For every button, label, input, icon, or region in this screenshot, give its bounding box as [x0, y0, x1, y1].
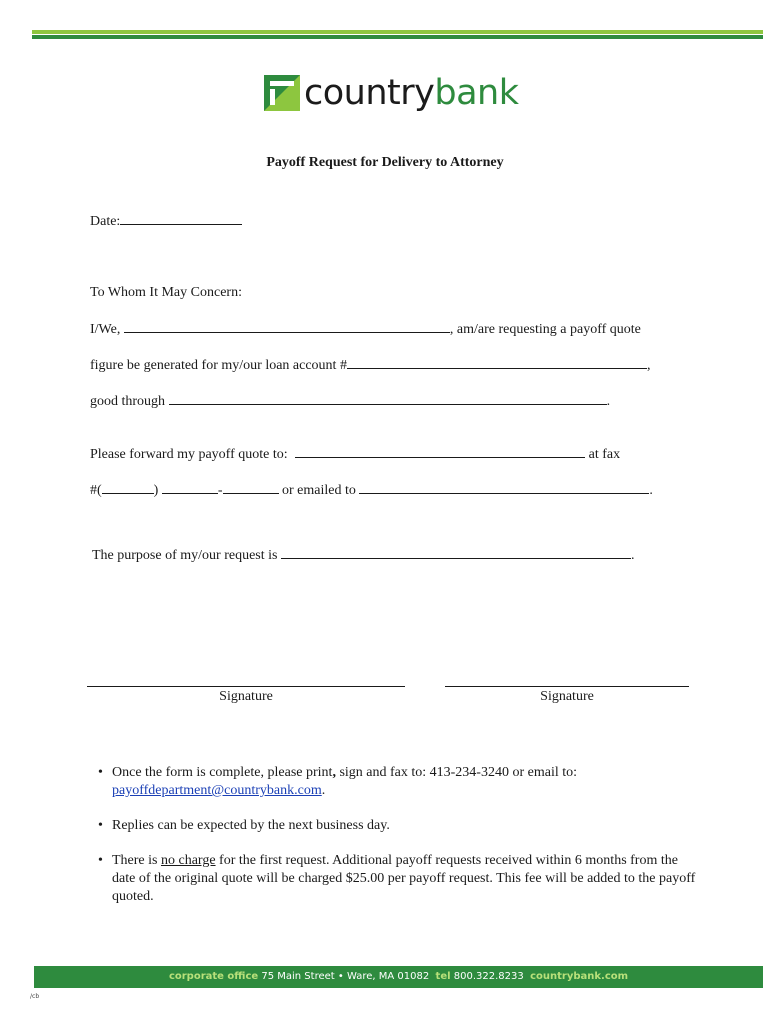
- email-field[interactable]: [359, 480, 649, 494]
- signature-label-right: Signature: [540, 689, 594, 704]
- header-stripe: [32, 30, 763, 39]
- date-field[interactable]: [120, 211, 242, 225]
- good-through-suffix: .: [606, 394, 611, 409]
- fax-close-paren: ): [153, 483, 159, 498]
- footer-label-office: corporate office: [168, 971, 259, 982]
- form-title: Payoff Request for Delivery to Attorney: [266, 155, 504, 170]
- footer-address: 75 Main Street • Ware, MA 01082: [261, 971, 430, 982]
- greeting: To Whom It May Concern:: [90, 285, 242, 300]
- purpose-suffix: .: [630, 548, 635, 563]
- footer-phone: 800.322.8233: [453, 971, 524, 982]
- forward-row: [90, 444, 620, 464]
- fax-dash: -: [217, 483, 223, 498]
- instructions-list: [98, 764, 698, 923]
- logo-word-country: country: [304, 73, 435, 113]
- email-link[interactable]: payoffdepartment@countrybank.com: [112, 783, 322, 798]
- good-through-prefix: good through: [90, 394, 166, 409]
- list-item: • Replies can be expected by the next business day.: [98, 818, 390, 833]
- good-through-row: [90, 391, 610, 411]
- good-through-field[interactable]: [169, 391, 607, 405]
- bullet-icon: •: [98, 818, 103, 833]
- requester-row: [90, 319, 641, 339]
- footer-site: countrybank.com: [530, 971, 629, 982]
- signature-line-right[interactable]: [445, 686, 689, 687]
- forward-prefix: Please forward my payoff quote to:: [90, 447, 288, 462]
- date-label: Date:: [90, 214, 121, 229]
- requester-name-field[interactable]: [124, 319, 450, 333]
- loan-account-field[interactable]: [347, 355, 647, 369]
- account-row: [90, 355, 650, 375]
- list-item: • There is no charge for the first request. Additional payoff requests received within 6 months from the date of the original quote will be charged $25.00 per payoff request. This fee will be added to the payoff quoted.: [98, 853, 696, 904]
- fax-prefix: #(: [90, 483, 102, 498]
- list-item: • Once the form is complete, please print, sign and fax to: 413-234-3240 or email to: payoffdepartment@countrybank.com.: [98, 765, 578, 798]
- corner-mark: /cb: [30, 993, 40, 1000]
- no-charge-text: no charge: [160, 853, 216, 868]
- purpose-field[interactable]: [281, 545, 631, 559]
- signature-label-left: Signature: [219, 689, 273, 704]
- date-row: [90, 211, 242, 231]
- forward-to-field[interactable]: [295, 444, 585, 458]
- fax-row: [90, 480, 653, 500]
- bullet-icon: •: [98, 765, 103, 780]
- fax-prefix-field[interactable]: [162, 480, 218, 494]
- logo-mark-icon: [264, 75, 300, 111]
- account-suffix: ,: [646, 358, 651, 373]
- fax-number-field[interactable]: [223, 480, 279, 494]
- footer-label-tel: tel: [435, 971, 451, 982]
- fax-suffix: .: [649, 483, 653, 498]
- bullet-icon: •: [98, 853, 103, 868]
- country-bank-logo: [264, 72, 518, 114]
- fax-area-code-field[interactable]: [102, 480, 154, 494]
- footer-bar: [34, 966, 763, 988]
- account-prefix: figure be generated for my/our loan account #: [90, 358, 347, 373]
- forward-suffix: at fax: [588, 447, 621, 462]
- logo-word-bank: bank: [434, 73, 519, 113]
- requester-prefix: I/We,: [90, 322, 121, 337]
- purpose-prefix: The purpose of my/our request is: [92, 548, 278, 563]
- purpose-row: [92, 545, 634, 565]
- requester-suffix: , am/are requesting a payoff quote: [449, 322, 641, 337]
- fax-middle: or emailed to: [282, 483, 356, 498]
- signature-line-left[interactable]: [87, 686, 405, 687]
